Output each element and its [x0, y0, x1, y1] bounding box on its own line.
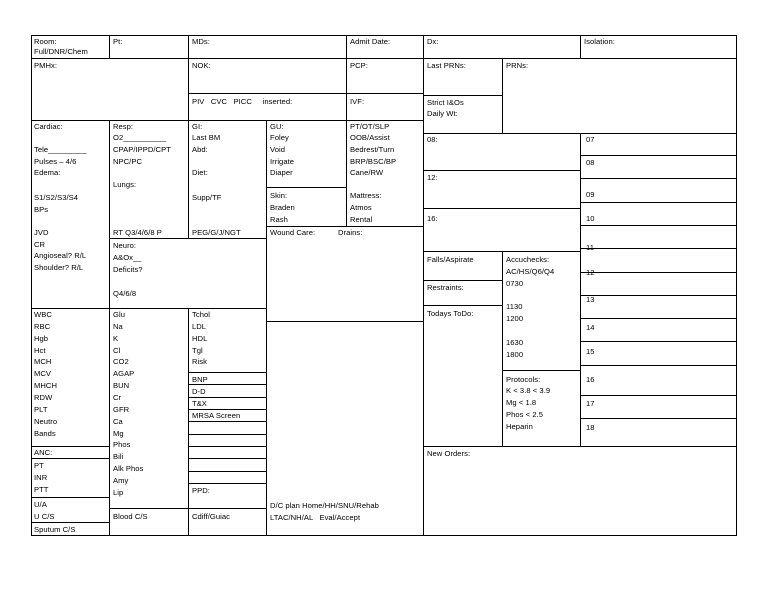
nok-field[interactable]: NOK:	[192, 61, 211, 70]
dc-plan-line-2[interactable]: LTAC/NH/AL Eval/Accept	[270, 513, 361, 522]
bps-field[interactable]: BPs	[34, 205, 49, 214]
pt-ot-field[interactable]: PT/OT/SLP	[350, 122, 390, 131]
lab-item[interactable]: BUN	[113, 381, 130, 390]
lab-item[interactable]: Cr	[113, 393, 122, 402]
abd-field[interactable]: Abd:	[192, 145, 208, 154]
pulses-field[interactable]: Pulses – 4/6	[34, 157, 77, 166]
hour-slot[interactable]: 16	[586, 375, 595, 384]
protocols-label: Protocols:	[506, 375, 541, 384]
lab-item[interactable]: Alk Phos	[113, 464, 144, 473]
rash-field[interactable]: Rash	[270, 215, 288, 224]
room-field[interactable]: Room:	[34, 37, 57, 46]
lab-item[interactable]: WBC	[34, 310, 52, 319]
ua-lab[interactable]: U/A	[34, 500, 47, 509]
lab-item[interactable]: LDL	[192, 322, 207, 331]
lab-item[interactable]: Hgb	[34, 334, 49, 343]
hour-slot[interactable]: 11	[586, 243, 594, 252]
accuchecks-label: Accuchecks:	[506, 255, 550, 264]
k-protocol[interactable]: K < 3.8 < 3.9	[506, 386, 551, 395]
cardiac-label: Cardiac:	[34, 122, 63, 131]
ptt-lab[interactable]: PTT	[34, 485, 49, 494]
aox-field[interactable]: A&Ox__	[113, 253, 142, 262]
jvd-field[interactable]: JVD	[34, 228, 49, 237]
lab-item[interactable]: CO2	[113, 357, 129, 366]
rental-field[interactable]: Rental	[350, 215, 373, 224]
atmos-field[interactable]: Atmos	[350, 203, 372, 212]
line-access[interactable]: PIV CVC PICC inserted:	[192, 97, 293, 106]
cr-field[interactable]: CR	[34, 240, 46, 249]
heart-sounds[interactable]: S1/S2/S3/S4	[34, 193, 79, 202]
lab-item[interactable]: Hct	[34, 346, 46, 355]
cdiff-field[interactable]: Cdiff/Guiac	[192, 512, 230, 521]
todays-todo[interactable]: Todays ToDo:	[427, 309, 474, 318]
lab-item[interactable]: Amy	[113, 476, 129, 485]
tx-field[interactable]: T&X	[192, 399, 207, 408]
ucs-lab[interactable]: U C/S	[34, 512, 55, 521]
gi-label: GI:	[192, 122, 203, 131]
supp-tf-field[interactable]: Supp/TF	[192, 193, 222, 202]
irrigate-field[interactable]: Irrigate	[270, 157, 295, 166]
edema-field[interactable]: Edema:	[34, 168, 61, 177]
lab-item[interactable]: Phos	[113, 440, 131, 449]
resp-label: Resp:	[113, 122, 134, 131]
peg-field[interactable]: PEG/G/J/NGT	[192, 228, 241, 237]
lab-item[interactable]: Glu	[113, 310, 125, 319]
restraints-field[interactable]: Restraints:	[427, 283, 464, 292]
lab-item[interactable]: MCH	[34, 357, 52, 366]
ppd-field[interactable]: PPD:	[192, 486, 210, 495]
dd-field[interactable]: D-D	[192, 387, 206, 396]
blood-cs-field[interactable]: Blood C/S	[113, 512, 148, 521]
hour-slot[interactable]: 17	[586, 399, 595, 408]
brp-field[interactable]: BRP/BSC/BP	[350, 157, 397, 166]
lab-item[interactable]: RBC	[34, 322, 51, 331]
hour-slot[interactable]: 07	[586, 135, 595, 144]
hour-slot[interactable]: 14	[586, 323, 595, 332]
mds-field[interactable]: MDs:	[192, 37, 210, 46]
o2-field[interactable]: O2__________	[113, 133, 166, 142]
diet-field[interactable]: Diet:	[192, 168, 208, 177]
hour-slot[interactable]: 15	[586, 347, 595, 356]
skin-label[interactable]: Skin:	[270, 191, 288, 200]
angioseal-field[interactable]: Angioseal? R/L	[34, 251, 87, 260]
isolation-field[interactable]: Isolation:	[584, 37, 615, 46]
drains-field[interactable]: Drains:	[338, 228, 363, 237]
bedrest-field[interactable]: Bedrest/Turn	[350, 145, 395, 154]
lab-item[interactable]: MHCH	[34, 381, 57, 390]
npc-field[interactable]: NPC/PC	[113, 157, 142, 166]
falls-field[interactable]: Falls/Aspirate	[427, 255, 474, 264]
lab-item[interactable]: Bands	[34, 429, 56, 438]
lab-item[interactable]: Na	[113, 322, 123, 331]
code-status[interactable]: Full/DNR/Chem	[34, 47, 88, 56]
neuro-freq[interactable]: Q4/6/8	[113, 289, 137, 298]
sputum-lab[interactable]: Sputum C/S	[34, 525, 76, 534]
hour-16[interactable]: 16:	[427, 214, 438, 223]
prns-field[interactable]: PRNs:	[506, 61, 529, 70]
pcp-field[interactable]: PCP:	[350, 61, 368, 70]
lab-item[interactable]: Mg	[113, 429, 124, 438]
accu-1130[interactable]: 1130	[506, 302, 523, 311]
last-bm-field[interactable]: Last BM	[192, 133, 221, 142]
lab-item[interactable]: K	[113, 334, 119, 343]
pt-lab[interactable]: PT	[34, 461, 44, 470]
hour-slot[interactable]: 13	[586, 295, 595, 304]
tele-field[interactable]: Tele_________	[34, 145, 87, 154]
lab-item[interactable]: PLT	[34, 405, 48, 414]
hour-slot[interactable]: 10	[586, 214, 595, 223]
lab-item[interactable]: Bili	[113, 452, 124, 461]
accu-1630[interactable]: 1630	[506, 338, 524, 347]
patient-field[interactable]: Pt:	[113, 37, 123, 46]
bnp-field[interactable]: BNP	[192, 375, 208, 384]
lungs-field[interactable]: Lungs:	[113, 180, 137, 189]
rt-freq[interactable]: RT Q3/4/6/8 P	[113, 228, 162, 237]
dc-plan-line-1[interactable]: D/C plan Home/HH/SNU/Rehab	[270, 501, 379, 510]
hour-12[interactable]: 12:	[427, 173, 438, 182]
diaper-field[interactable]: Diaper	[270, 168, 293, 177]
anc-field[interactable]: ANC:	[34, 448, 53, 457]
lab-item[interactable]: HDL	[192, 334, 208, 343]
last-prns-field[interactable]: Last PRNs:	[427, 61, 466, 70]
inr-lab[interactable]: INR	[34, 473, 48, 482]
shoulder-field[interactable]: Shoulder? R/L	[34, 263, 84, 272]
gu-label: GU:	[270, 122, 284, 131]
lab-item[interactable]: AGAP	[113, 369, 135, 378]
heparin-protocol[interactable]: Heparin	[506, 422, 533, 431]
hour-slot[interactable]: 08	[586, 158, 595, 167]
mattress-field[interactable]: Mattress:	[350, 191, 382, 200]
accuchecks-freq[interactable]: AC/HS/Q6/Q4	[506, 267, 555, 276]
cane-field[interactable]: Cane/RW	[350, 168, 384, 177]
deficits-field[interactable]: Deficits?	[113, 265, 143, 274]
lab-item[interactable]: Risk	[192, 357, 207, 366]
dx-field[interactable]: Dx:	[427, 37, 439, 46]
foley-field[interactable]: Foley	[270, 133, 289, 142]
cpap-field[interactable]: CPAP/IPPD/CPT	[113, 145, 171, 154]
accu-1800[interactable]: 1800	[506, 350, 524, 359]
hour-slot[interactable]: 09	[586, 190, 595, 199]
mg-protocol[interactable]: Mg < 1.8	[506, 398, 537, 407]
lab-item[interactable]: Cl	[113, 346, 121, 355]
accu-1200[interactable]: 1200	[506, 314, 524, 323]
lab-item[interactable]: Tgl	[192, 346, 203, 355]
strict-io[interactable]: Strict I&Os	[427, 98, 464, 107]
lab-item[interactable]: MCV	[34, 369, 52, 378]
lab-item[interactable]: RDW	[34, 393, 53, 402]
hour-slot[interactable]: 12	[586, 268, 595, 277]
void-field[interactable]: Void	[270, 145, 285, 154]
ivf-field[interactable]: IVF:	[350, 97, 365, 106]
new-orders[interactable]: New Orders:	[427, 449, 471, 458]
lab-item[interactable]: Lip	[113, 488, 124, 497]
accu-0730[interactable]: 0730	[506, 279, 524, 288]
oob-field[interactable]: OOB/Assist	[350, 133, 390, 142]
lab-item[interactable]: Ca	[113, 417, 123, 426]
phos-protocol[interactable]: Phos < 2.5	[506, 410, 544, 419]
lab-item[interactable]: Neutro	[34, 417, 58, 426]
admit-date-field[interactable]: Admit Date:	[350, 37, 391, 46]
wound-care-field[interactable]: Wound Care:	[270, 228, 316, 237]
hour-slot[interactable]: 18	[586, 423, 595, 432]
pmhx-field[interactable]: PMHx:	[34, 61, 58, 70]
lab-item[interactable]: GFR	[113, 405, 130, 414]
braden-field[interactable]: Braden	[270, 203, 295, 212]
mrsa-field[interactable]: MRSA Screen	[192, 411, 241, 420]
hour-08[interactable]: 08:	[427, 135, 438, 144]
lab-item[interactable]: Tchol	[192, 310, 210, 319]
neuro-label: Neuro:	[113, 241, 137, 250]
daily-weight[interactable]: Daily Wt:	[427, 109, 458, 118]
